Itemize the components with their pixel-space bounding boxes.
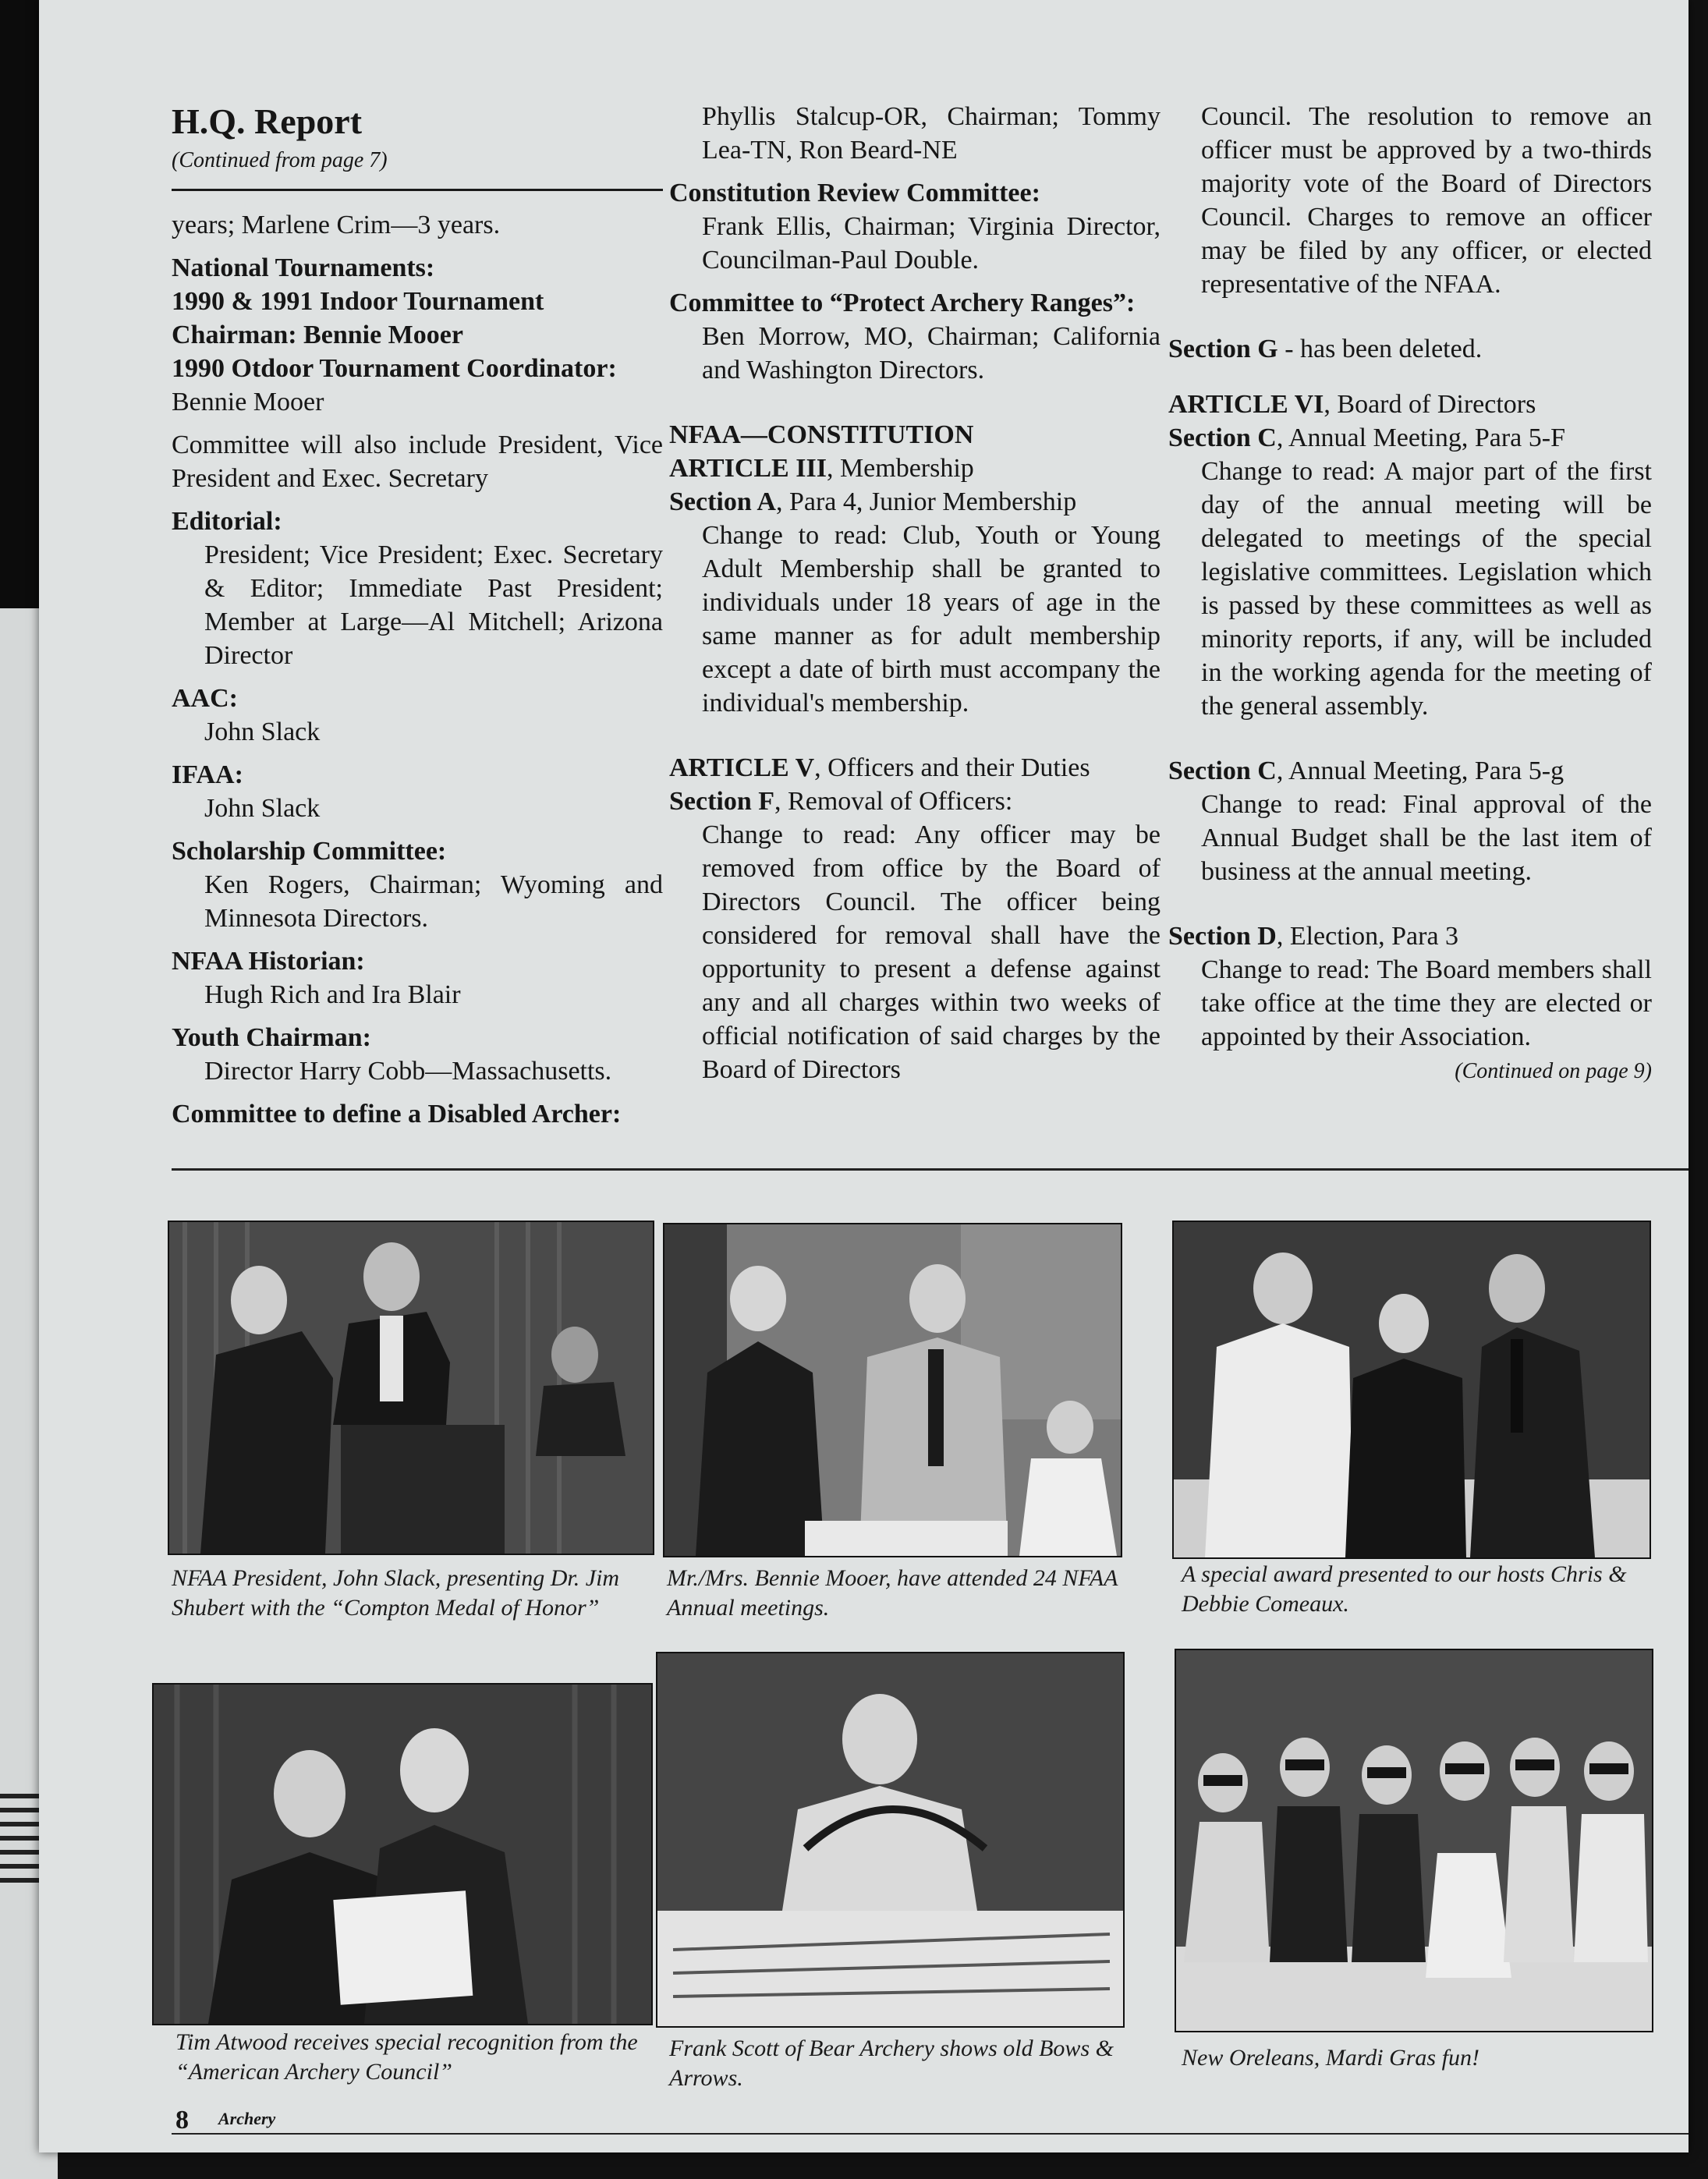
- line-gap: [1168, 301, 1652, 310]
- column-2-body: [669, 100, 1161, 1096]
- line-gap: [172, 672, 663, 682]
- line-gap: [172, 419, 663, 428]
- photo-caption: Frank Scott of Bear Archery shows old Bows & Arrows.: [669, 2036, 1114, 2091]
- article-lead: Section C: [1168, 756, 1277, 785]
- article-lead: ARTICLE III: [669, 454, 827, 483]
- footer-rule: [172, 2133, 1689, 2135]
- article-lead: Section A: [669, 487, 776, 516]
- continued-note: (Continued on page 9): [1455, 1059, 1652, 1083]
- column-1-body: [172, 208, 663, 1131]
- line-gap: [1168, 723, 1652, 732]
- section-heading: AAC:: [172, 684, 238, 713]
- article-lead: ARTICLE VI: [1168, 390, 1324, 419]
- article-lead: Section G: [1168, 335, 1278, 363]
- section-heading: National Tournaments:: [172, 253, 435, 282]
- section-heading: Committee to “Protect Archery Ranges”:: [669, 289, 1136, 317]
- line-gap: [172, 749, 663, 758]
- line-gap: [172, 1012, 663, 1021]
- paragraph-gap: [669, 396, 1161, 418]
- title-rule: [172, 189, 663, 191]
- body-paragraph: Council. The resolution to remove an officer must be approved by a two-thirds majority vote of the Board of Directors Council. Charges to remove an officer may be filed by any officer, or elected representative of the NFAA.: [1201, 102, 1652, 299]
- report-title: H.Q. Report: [172, 101, 363, 141]
- body-paragraph: Committee will also include President, Vice President and Exec. Secretary: [172, 430, 663, 493]
- report-subtitle: (Continued from page 7): [172, 148, 388, 172]
- article-heading: [1168, 754, 1652, 788]
- article-heading: [1168, 421, 1652, 455]
- article-heading: [1168, 332, 1652, 366]
- line-gap: [1168, 888, 1652, 898]
- article-rest: , Membership: [826, 454, 974, 483]
- line-gap: [669, 720, 1161, 729]
- section-heading: Youth Chairman:: [172, 1023, 371, 1052]
- section-heading: NFAA—CONSTITUTION: [669, 420, 974, 449]
- body-paragraph: Change to read: The Board members shall take office at the time they are elected or appointed by their Association.: [1201, 955, 1652, 1051]
- line-gap: [172, 1088, 663, 1097]
- photo-scott: [656, 1652, 1125, 2028]
- section-heading: 1990 & 1991 Indoor Tournament Chairman: Bennie Mooer: [172, 287, 544, 349]
- paragraph-gap: [669, 729, 1161, 751]
- body-paragraph: years; Marlene Crim—3 years.: [172, 211, 501, 239]
- section-heading: IFAA:: [172, 760, 243, 789]
- body-paragraph: John Slack: [204, 794, 321, 823]
- photo-caption: Tim Atwood receives special recognition from the “American Archery Council”: [175, 2029, 638, 2085]
- body-paragraph: Change to read: A major part of the first day of the annual meeting will be delegated to meetings of the special legislative committees. Legislation which is passed by these committees as well as minority reports, if any, will be included in the working agenda for the meeting of the general assembly.: [1201, 457, 1652, 721]
- body-paragraph: Phyllis Stalcup-OR, Chairman; Tommy Lea-TN, Ron Beard-NE: [702, 102, 1161, 165]
- article-lead: Section F: [669, 787, 775, 816]
- photo-mardi-gras: [1175, 1649, 1653, 2032]
- paragraph-gap: [1168, 898, 1652, 919]
- column-3: [1168, 100, 1652, 1085]
- column-3-body: [1168, 100, 1652, 1063]
- article-lead: ARTICLE V: [669, 753, 815, 782]
- photo-caption: NFAA President, John Slack, presenting Dr. Jim Shubert with the “Compton Medal of Honor”: [172, 1565, 620, 1621]
- article-rest: , Board of Directors: [1324, 390, 1536, 419]
- article-heading: [669, 785, 1161, 818]
- article-heading: [1168, 388, 1652, 421]
- body-paragraph: Ben Morrow, MO, Chairman; California and Washington Directors.: [702, 322, 1161, 384]
- photo-caption: A special award presented to our hosts Chris & Debbie Comeaux.: [1182, 1561, 1627, 1617]
- article-lead: Section C: [1168, 423, 1277, 452]
- section-heading: Constitution Review Committee:: [669, 179, 1040, 207]
- article-rest: , Para 4, Junior Membership: [775, 487, 1077, 516]
- page-number: 8: [175, 2106, 189, 2135]
- photo-caption: New Oreleans, Mardi Gras fun!: [1182, 2045, 1479, 2071]
- body-paragraph: President; Vice President; Exec. Secretary & Editor; Immediate Past President; Member at Large—Al Mitchell; Arizona Director: [204, 540, 663, 670]
- body-paragraph: Ken Rogers, Chairman; Wyoming and Minnesota Directors.: [204, 870, 663, 933]
- article-rest: , Annual Meeting, Para 5-F: [1276, 423, 1565, 452]
- body-paragraph: Change to read: Any officer may be removed from office by the Board of Directors Council. The officer being considered for removal shall have the opportunity to present a defense against any and all charges within two weeks of official notification of said charges by the Board of Directors: [702, 820, 1161, 1084]
- photo-comeaux: [1172, 1221, 1651, 1559]
- article-rest: - has been deleted.: [1277, 335, 1483, 363]
- article-rest: , Officers and their Duties: [814, 753, 1090, 782]
- column-1: [172, 100, 663, 1131]
- magazine-page: [39, 0, 1689, 2152]
- section-divider: [172, 1168, 1689, 1171]
- article-heading: [669, 452, 1161, 485]
- magazine-name: Archery: [218, 2109, 276, 2128]
- section-heading: Committee to define a Disabled Archer:: [172, 1100, 622, 1128]
- body-paragraph: Bennie Mooer: [172, 388, 324, 416]
- paragraph-gap: [1168, 366, 1652, 388]
- line-gap: [172, 825, 663, 834]
- line-gap: [669, 1086, 1161, 1096]
- photo-caption: Mr./Mrs. Bennie Mooer, have attended 24 NFAA Annual meetings.: [667, 1565, 1118, 1621]
- section-heading: Scholarship Committee:: [172, 837, 447, 866]
- column-2: [669, 100, 1161, 1096]
- article-rest: , Removal of Officers:: [774, 787, 1013, 816]
- article-heading: [669, 751, 1161, 785]
- article-lead: Section D: [1168, 922, 1277, 951]
- body-paragraph: Director Harry Cobb—Massachusetts.: [204, 1057, 612, 1086]
- paragraph-gap: [1168, 310, 1652, 332]
- line-gap: [172, 495, 663, 505]
- line-gap: [172, 935, 663, 944]
- body-paragraph: Change to read: Club, Youth or Young Adult Membership shall be granted to individuals under 18 years of age in the same manner as for adult membership except a date of birth must accompany the individual's membership.: [702, 521, 1161, 717]
- section-heading: 1990 Otdoor Tournament Coordinator:: [172, 354, 617, 383]
- section-heading: NFAA Historian:: [172, 947, 365, 976]
- body-paragraph: John Slack: [204, 717, 321, 746]
- article-rest: , Annual Meeting, Para 5-g: [1276, 756, 1564, 785]
- photo-mooer: [663, 1223, 1122, 1557]
- body-paragraph: Hugh Rich and Ira Blair: [204, 980, 461, 1009]
- line-gap: [669, 167, 1161, 176]
- photo-atwood: [152, 1683, 653, 2025]
- line-gap: [669, 277, 1161, 286]
- body-paragraph: Change to read: Final approval of the Annual Budget shall be the last item of business at the annual meeting.: [1201, 790, 1652, 886]
- photo-slack-shubert: [168, 1221, 654, 1555]
- article-rest: , Election, Para 3: [1276, 922, 1459, 951]
- article-heading: [669, 485, 1161, 519]
- line-gap: [172, 242, 663, 251]
- body-paragraph: Frank Ellis, Chairman; Virginia Director, Councilman-Paul Double.: [702, 212, 1161, 275]
- paragraph-gap: [1168, 732, 1652, 754]
- article-heading: [1168, 919, 1652, 953]
- line-gap: [669, 387, 1161, 396]
- section-heading: Editorial:: [172, 507, 282, 536]
